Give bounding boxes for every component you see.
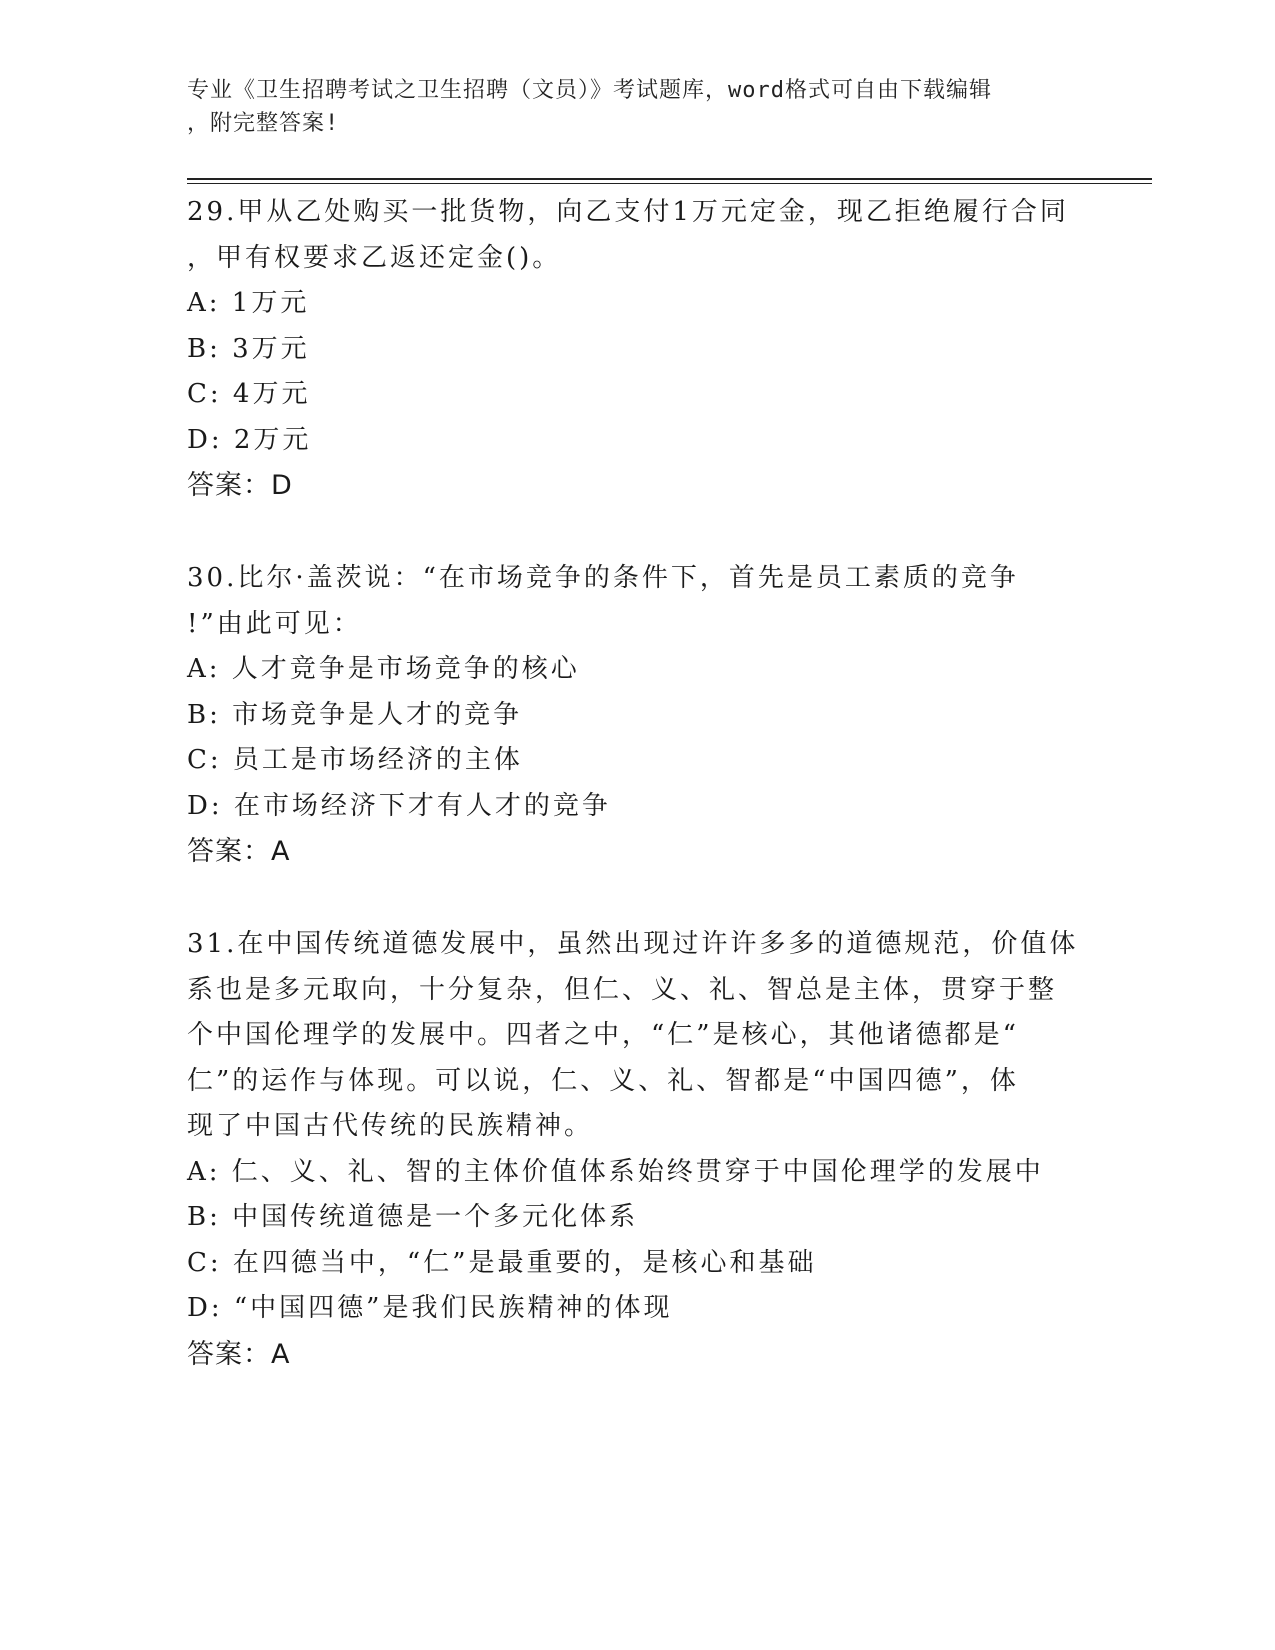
option-d: D: 在市场经济下才有人才的竞争 xyxy=(187,790,611,821)
header-line-1: 专业《卫生招聘考试之卫生招聘（文员）》考试题库，word格式可自由下载编辑 xyxy=(187,78,992,103)
question-31 xyxy=(187,922,1087,1378)
question-text-line: 个中国伦理学的发展中。四者之中，“仁”是核心，其他诸德都是“ xyxy=(187,1020,1019,1050)
question-text-line: !”由此可见： xyxy=(187,608,362,639)
question-text-line: ，甲有权要求乙返还定金()。 xyxy=(187,242,562,273)
answer-line: 答案：A xyxy=(187,1338,291,1370)
option-a: A: 仁、义、礼、智的主体价值体系始终贯穿于中国伦理学的发展中 xyxy=(187,1156,1044,1187)
header-rule-thin xyxy=(187,183,1152,184)
option-a: A: 1万元 xyxy=(187,288,310,318)
question-text-line: 29.甲从乙处购买一批货物，向乙支付1万元定金，现乙拒绝履行合同 xyxy=(187,197,1069,227)
header-rule-thick xyxy=(187,178,1152,180)
option-b: B: 市场竞争是人才的竞争 xyxy=(187,699,523,730)
question-list xyxy=(187,190,1087,1425)
question-30 xyxy=(187,556,1087,875)
option-d: D: “中国四德”是我们民族精神的体现 xyxy=(187,1293,673,1323)
page-header xyxy=(187,74,1067,140)
option-b: B: 3万元 xyxy=(187,333,310,364)
question-text-line: 31.在中国传统道德发展中，虽然出现过许许多多的道德规范，价值体 xyxy=(187,929,1079,959)
header-line-2: ，附完整答案! xyxy=(187,111,340,136)
answer-line: 答案：D xyxy=(187,470,293,501)
question-text-line: 系也是多元取向，十分复杂，但仁、义、礼、智总是主体，贯穿于整 xyxy=(187,974,1058,1005)
question-29 xyxy=(187,190,1087,509)
answer-line: 答案：A xyxy=(187,836,291,867)
option-c: C: 员工是市场经济的主体 xyxy=(187,745,523,775)
question-text-line: 30.比尔·盖茨说：“在市场竞争的条件下，首先是员工素质的竞争 xyxy=(187,563,1019,593)
option-c: C: 4万元 xyxy=(187,379,311,409)
question-text-line: 仁”的运作与体现。可以说，仁、义、礼、智都是“中国四德”，体 xyxy=(187,1065,1019,1096)
option-d: D: 2万元 xyxy=(187,424,312,455)
question-text-line: 现了中国古代传统的民族精神。 xyxy=(187,1111,594,1141)
option-c: C: 在四德当中，“仁”是最重要的，是核心和基础 xyxy=(187,1247,817,1278)
option-b: B: 中国传统道德是一个多元化体系 xyxy=(187,1202,639,1232)
option-a: A: 人才竞争是市场竞争的核心 xyxy=(187,654,580,684)
